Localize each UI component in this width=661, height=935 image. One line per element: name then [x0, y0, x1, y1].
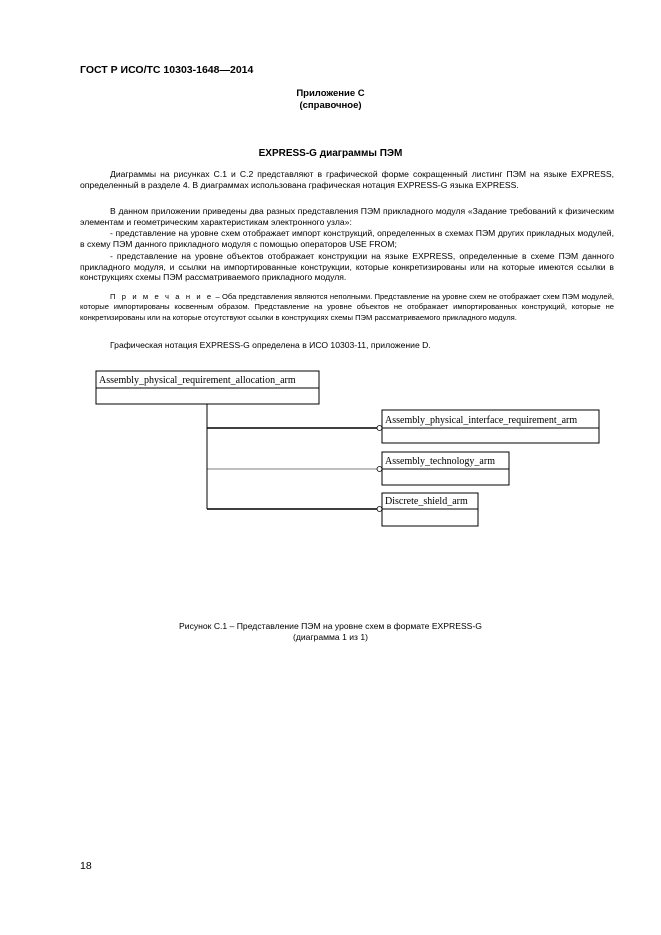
caption-line-2: (диаграмма 1 из 1)	[292, 632, 369, 642]
imported-schema-box-3	[382, 493, 478, 526]
connector-end-circle-2	[377, 467, 382, 472]
page-number: 18	[80, 860, 92, 872]
caption-line-1: Рисунок C.1 – Представление ПЭМ на уровне схем в формате EXPRESS-G	[179, 621, 482, 631]
imported-schema-label-1: Assembly_physical_interface_requirement_arm	[385, 415, 578, 426]
paragraph-object-level: - представление на уровне объектов отображает конструкции на языке EXPRESS, определенные в схеме ПЭМ данного прикладного модуля, и ссылки на импортированные конструкции, которые конкретизированы или на которые имеются ссылки в конструкциях схемы ПЭМ рассматриваемого прикладного модуля.	[80, 251, 614, 283]
connector-end-circle-1	[377, 426, 382, 431]
paragraph-intro: Диаграммы на рисунках C.1 и C.2 представляют в графической форме сокращенный листинг ПЭМ на языке EXPRESS, определенный в разделе 4. В диаграммах использована графическая нотация EXPRESS-G языка EXPRESS.	[80, 169, 614, 190]
paragraph-representations: В данном приложении приведены два разных представления ПЭМ прикладного модуля «Задание требований к физическим элементам и геометрическим характеристикам электронного узла»:	[80, 206, 614, 227]
paragraph-schema-level: - представление на уровне схем отображает импорт конструкций, определенных в схемах ПЭМ других прикладных модулей, в схему ПЭМ данного прикладного модуля с помощью операторов USE FROM;	[80, 228, 614, 249]
main-schema-label: Assembly_physical_requirement_allocation_arm	[99, 375, 296, 386]
annex-title: Приложение C	[296, 88, 365, 99]
imported-schema-box-2	[382, 452, 509, 485]
annex-subtitle: (справочное)	[299, 100, 362, 111]
imported-schema-box-1	[382, 410, 599, 443]
section-title: EXPRESS-G диаграммы ПЭМ	[258, 148, 403, 159]
note-label: П р и м е ч а н и е	[110, 292, 214, 301]
main-schema-box	[96, 371, 319, 404]
figure-caption	[0, 621, 661, 643]
standard-code-header: ГОСТ Р ИСО/ТС 10303-1648—2014	[80, 64, 254, 76]
notation-reference: Графическая нотация EXPRESS-G определена в ИСО 10303-11, приложение D.	[110, 340, 431, 350]
imported-schema-label-2: Assembly_technology_arm	[385, 456, 495, 467]
connector-end-circle-3	[377, 507, 382, 512]
note-text: – Оба представления являются неполными. Представление на уровне схем не отображает схем ПЭМ модулей, которые импортированы косвенным образом. Представление на уровне объектов не отображает импортированных конструкций, которые не конкретизированы или на которые отсутствуют ссылки в конструкциях схемы ПЭМ рассматриваемого прикладного модуля.	[80, 292, 615, 322]
imported-schema-label-3: Discrete_shield_arm	[385, 496, 468, 507]
